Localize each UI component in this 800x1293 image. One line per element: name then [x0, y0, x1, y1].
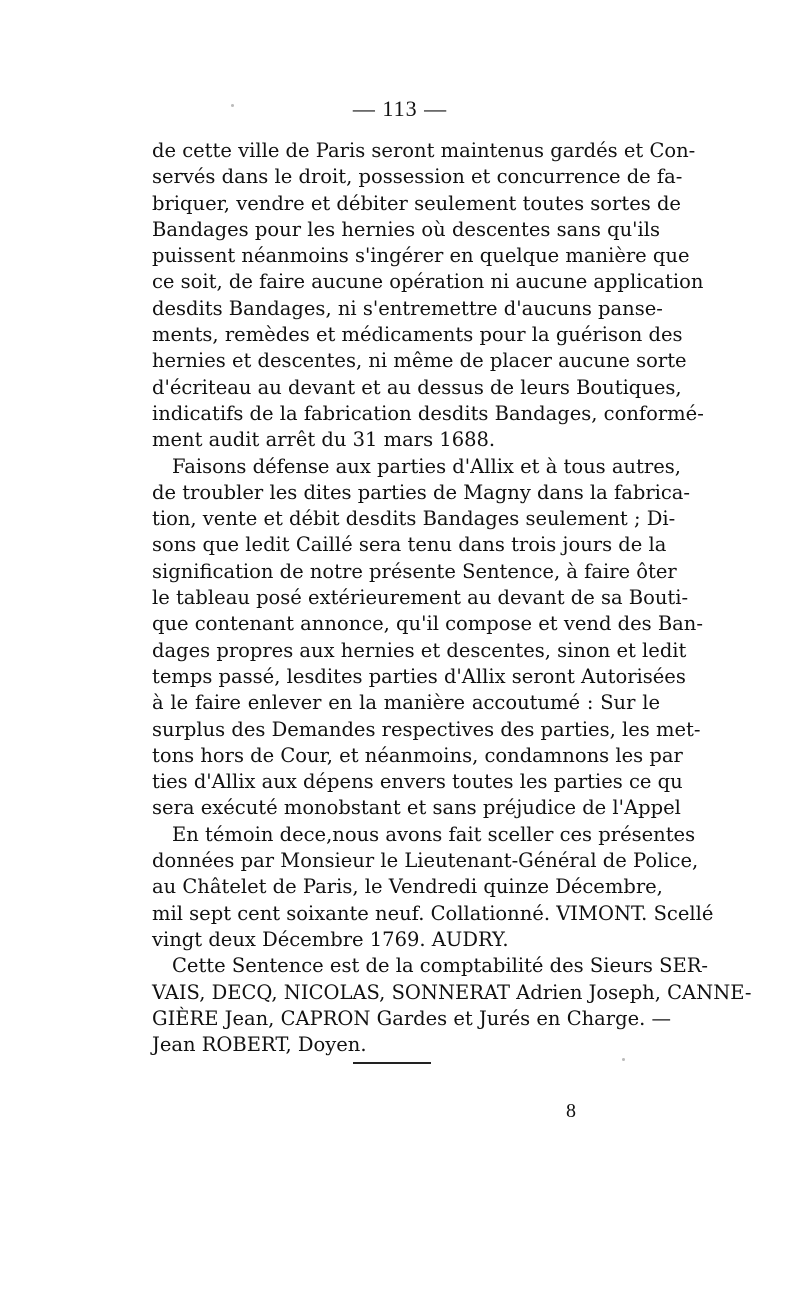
text-line: le tableau posé extérieurement au devant de sa Bouti-	[152, 586, 689, 610]
text-line: Bandages pour les hernies où descentes sans qu'ils	[152, 217, 660, 241]
text-line: desdits Bandages, ni s'entremettre d'aucuns panse-	[152, 296, 663, 320]
text-line: à le faire enlever en la manière accoutumé : Sur le	[152, 691, 660, 715]
text-line: GIÈRE Jean, CAPRON Gardes et Jurés en Charge. —	[152, 1006, 672, 1030]
text-line: hernies et descentes, ni même de placer aucune sorte	[152, 349, 687, 373]
text-line: vingt deux Décembre 1769. AUDRY.	[152, 927, 509, 951]
text-line: ment audit arrêt du 31 mars 1688.	[152, 428, 496, 452]
text-line: dages propres aux hernies et descentes, sinon et ledit	[152, 638, 687, 662]
body-text	[152, 138, 752, 1058]
text-line: Faisons défense aux parties d'Allix et à tous autres,	[172, 454, 681, 478]
text-line: ties d'Allix aux dépens envers toutes les parties ce qu	[152, 770, 683, 794]
text-line: au Châtelet de Paris, le Vendredi quinze Décembre,	[152, 875, 663, 899]
text-line: données par Monsieur le Lieutenant-Général de Police,	[152, 849, 699, 873]
text-line: d'écriteau au devant et au dessus de leurs Boutiques,	[152, 375, 682, 399]
text-line: que contenant annonce, qu'il compose et vend des Ban-	[152, 612, 703, 636]
paper-speck	[622, 1058, 625, 1061]
text-line: de cette ville de Paris seront maintenus gardés et Con-	[152, 139, 696, 162]
text-line: sera exécuté monobstant et sans préjudice de l'Appel	[152, 796, 681, 820]
paper-speck	[231, 104, 234, 107]
text-line: temps passé, lesdites parties d'Allix seront Autorisées	[152, 664, 686, 688]
text-line: Jean ROBERT, Doyen.	[152, 1033, 367, 1057]
closing-rule	[353, 1062, 431, 1064]
text-line: puissent néanmoins s'ingérer en quelque manière que	[152, 244, 690, 268]
text-line: tons hors de Cour, et néanmoins, condamnons les par	[152, 743, 683, 767]
text-line: En témoin dece,nous avons fait sceller ces présentes	[172, 822, 696, 846]
text-line: sons que ledit Caillé sera tenu dans trois jours de la	[152, 533, 667, 557]
text-line: de troubler les dites parties de Magny dans la fabrica-	[152, 480, 691, 504]
text-line: surplus des Demandes respectives des parties, les met-	[152, 717, 701, 741]
signature-mark: 8	[566, 1100, 576, 1122]
text-line: VAIS, DECQ, NICOLAS, SONNERAT Adrien Joseph, CANNE-	[152, 980, 752, 1004]
text-line: ce soit, de faire aucune opération ni aucune application	[152, 270, 704, 294]
text-line: Cette Sentence est de la comptabilité des Sieurs SER-	[172, 954, 708, 978]
text-line: tion, vente et débit desdits Bandages seulement ; Di-	[152, 507, 676, 531]
page-number: — 113 —	[352, 96, 448, 121]
text-line: briquer, vendre et débiter seulement toutes sortes de	[152, 191, 681, 215]
text-line: mil sept cent soixante neuf. Collationné. VIMONT. Scellé	[152, 901, 714, 925]
text-line: servés dans le droit, possession et concurrence de fa-	[152, 165, 683, 189]
text-line: signification de notre présente Sentence, à faire ôter	[152, 559, 677, 583]
text-line: ments, remèdes et médicaments pour la guérison des	[152, 323, 683, 347]
text-line: indicatifs de la fabrication desdits Bandages, conformé-	[152, 401, 704, 425]
